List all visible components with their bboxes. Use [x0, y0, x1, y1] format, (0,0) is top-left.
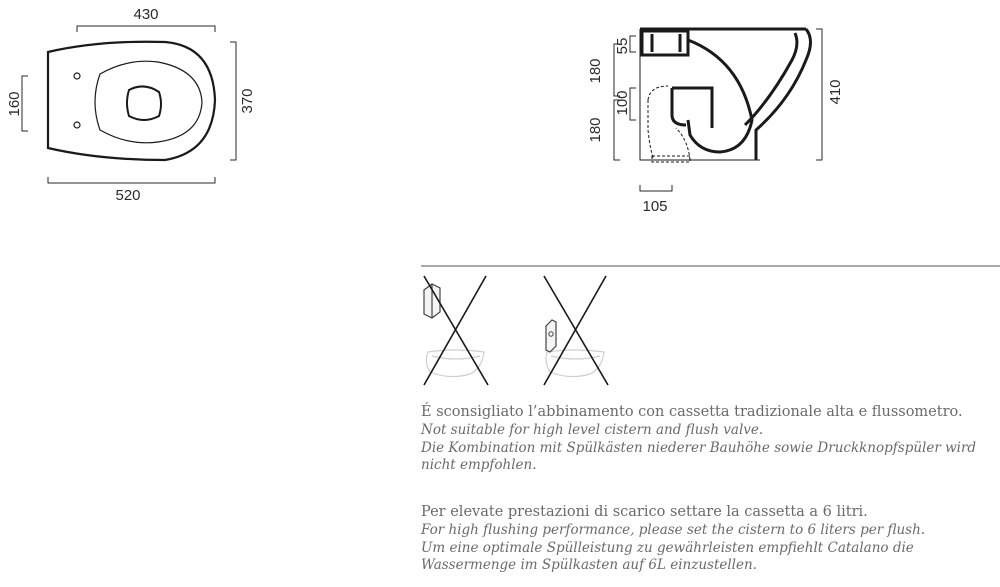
dim-label-430: 430 — [133, 6, 159, 23]
dim-label-55: 55 — [614, 37, 631, 55]
dim-label-370: 370 — [239, 88, 256, 114]
dim-label-180-lower: 180 — [587, 117, 604, 143]
dim-label-410: 410 — [827, 79, 844, 105]
dim-line-105 — [640, 185, 672, 191]
top-view-inner-rim — [95, 61, 202, 143]
note-italian: Per elevate prestazioni di scarico settare la cassetta a 6 litri. — [421, 504, 868, 520]
note-italian: É sconsigliato l’abbinamento con cassetta tradizionale alta e flussometro. — [421, 404, 963, 420]
dim-line-430 — [77, 26, 215, 32]
side-view — [640, 29, 811, 162]
side-view-inlet — [642, 31, 688, 55]
side-view-outlet-dashed — [648, 86, 690, 160]
high-cistern-crossed-icon — [424, 276, 488, 385]
notes-block-cistern-compatibility — [421, 403, 996, 475]
fixing-hole-top — [74, 73, 80, 79]
note-german: Die Kombination mit Spülkästen niederer Bauhöhe sowie Druckknopfspüler wird nicht empfohlen. — [421, 439, 977, 473]
dim-label-180-upper: 180 — [587, 58, 604, 84]
note-english: For high flushing performance, please set the cistern to 6 liters per flush. — [421, 522, 926, 538]
dim-line-520 — [48, 177, 215, 183]
side-view-bowl-inner — [688, 40, 752, 152]
flush-valve-crossed-icon — [544, 276, 608, 385]
note-german: Um eine optimale Spülleistung zu gewährleisten empfiehlt Catalano die Wassermenge im Spülkasten auf 6L einzustellen. — [421, 539, 914, 573]
dim-line-370 — [230, 42, 236, 160]
notes-block-flush-volume — [421, 503, 996, 575]
side-view-outlet-base — [652, 156, 690, 162]
note-english: Not suitable for high level cistern and flush valve. — [421, 422, 764, 438]
side-view-trap — [672, 88, 712, 128]
fixing-hole-bottom — [74, 122, 80, 128]
dim-label-520: 520 — [115, 187, 141, 204]
dim-label-105: 105 — [642, 198, 668, 215]
top-view-bowl-outline — [48, 42, 215, 160]
top-view — [48, 42, 215, 160]
dim-line-410 — [816, 29, 822, 160]
top-view-outlet — [127, 86, 161, 120]
dim-label-160: 160 — [6, 91, 23, 117]
dim-label-100: 100 — [614, 90, 631, 116]
side-view-bowl-trap — [745, 33, 797, 125]
side-view-bowl-outer — [756, 29, 811, 160]
side-view-dimensions — [614, 29, 822, 191]
